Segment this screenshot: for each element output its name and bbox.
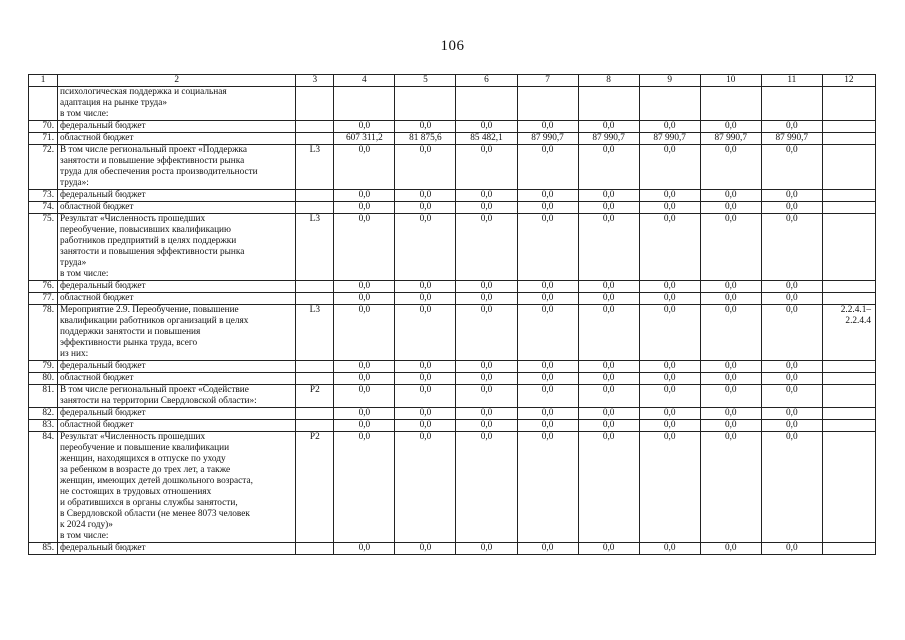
row-code-cell <box>296 361 334 373</box>
row-description-cell: областной бюджет <box>58 373 296 385</box>
row-value-cell: 0,0 <box>578 361 639 373</box>
row-value-cell: 0,0 <box>334 432 395 543</box>
row-reference-cell <box>822 121 875 133</box>
table-row <box>29 190 876 202</box>
row-value-cell <box>334 87 395 121</box>
row-value-cell: 0,0 <box>517 202 578 214</box>
row-value-cell: 607 311,2 <box>334 133 395 145</box>
row-reference-cell <box>822 543 875 555</box>
row-value-cell: 0,0 <box>761 385 822 408</box>
row-value-cell: 0,0 <box>334 420 395 432</box>
row-value-cell: 0,0 <box>639 281 700 293</box>
row-value-cell: 0,0 <box>517 543 578 555</box>
row-value-cell: 0,0 <box>517 361 578 373</box>
column-header-6: 6 <box>456 75 517 87</box>
row-reference-cell <box>822 214 875 281</box>
row-value-cell: 0,0 <box>517 145 578 190</box>
row-value-cell <box>395 87 456 121</box>
table-row <box>29 305 876 361</box>
row-value-cell: 0,0 <box>700 190 761 202</box>
row-value-cell: 0,0 <box>334 202 395 214</box>
row-value-cell <box>700 87 761 121</box>
row-value-cell: 0,0 <box>395 281 456 293</box>
row-reference-cell <box>822 432 875 543</box>
column-header-5: 5 <box>395 75 456 87</box>
row-value-cell <box>456 87 517 121</box>
row-code-cell: L3 <box>296 145 334 190</box>
row-code-cell <box>296 420 334 432</box>
row-value-cell: 0,0 <box>395 145 456 190</box>
row-code-cell: P2 <box>296 385 334 408</box>
row-value-cell: 0,0 <box>700 373 761 385</box>
row-value-cell: 81 875,6 <box>395 133 456 145</box>
row-reference-cell <box>822 202 875 214</box>
row-value-cell: 0,0 <box>395 214 456 281</box>
row-reference-cell <box>822 420 875 432</box>
row-value-cell: 0,0 <box>700 214 761 281</box>
row-value-cell: 0,0 <box>639 121 700 133</box>
row-number-cell: 80. <box>29 373 58 385</box>
row-value-cell: 0,0 <box>639 543 700 555</box>
row-reference-cell <box>822 408 875 420</box>
row-value-cell: 0,0 <box>456 305 517 361</box>
row-value-cell: 0,0 <box>395 361 456 373</box>
row-value-cell: 0,0 <box>761 305 822 361</box>
row-value-cell: 0,0 <box>334 121 395 133</box>
table-row <box>29 543 876 555</box>
row-description-cell: областной бюджет <box>58 420 296 432</box>
table-row <box>29 408 876 420</box>
row-value-cell: 0,0 <box>334 145 395 190</box>
row-number-cell: 77. <box>29 293 58 305</box>
row-value-cell: 87 990,7 <box>578 133 639 145</box>
row-value-cell <box>517 87 578 121</box>
row-value-cell: 0,0 <box>578 408 639 420</box>
row-value-cell: 0,0 <box>334 361 395 373</box>
row-number-cell: 83. <box>29 420 58 432</box>
row-value-cell: 85 482,1 <box>456 133 517 145</box>
row-code-cell <box>296 293 334 305</box>
row-value-cell: 87 990,7 <box>639 133 700 145</box>
row-value-cell: 0,0 <box>639 305 700 361</box>
row-value-cell: 0,0 <box>761 361 822 373</box>
row-value-cell: 0,0 <box>395 293 456 305</box>
row-value-cell: 0,0 <box>578 373 639 385</box>
row-reference-cell <box>822 281 875 293</box>
row-value-cell: 0,0 <box>578 432 639 543</box>
row-description-cell: федеральный бюджет <box>58 121 296 133</box>
row-value-cell: 0,0 <box>517 214 578 281</box>
column-header-1: 1 <box>29 75 58 87</box>
row-code-cell: L3 <box>296 305 334 361</box>
row-value-cell: 0,0 <box>395 543 456 555</box>
row-value-cell: 0,0 <box>456 121 517 133</box>
row-value-cell: 0,0 <box>761 145 822 190</box>
table-row <box>29 121 876 133</box>
row-value-cell: 87 990,7 <box>517 133 578 145</box>
row-value-cell: 0,0 <box>578 420 639 432</box>
row-value-cell: 0,0 <box>578 121 639 133</box>
row-value-cell: 0,0 <box>395 432 456 543</box>
row-value-cell: 0,0 <box>578 202 639 214</box>
row-value-cell: 0,0 <box>456 202 517 214</box>
column-header-9: 9 <box>639 75 700 87</box>
row-description-cell: областной бюджет <box>58 202 296 214</box>
row-code-cell: L3 <box>296 214 334 281</box>
row-number-cell: 82. <box>29 408 58 420</box>
page-number: 106 <box>440 38 465 54</box>
row-value-cell: 0,0 <box>578 281 639 293</box>
row-value-cell: 0,0 <box>456 432 517 543</box>
table-row <box>29 281 876 293</box>
row-value-cell: 0,0 <box>761 190 822 202</box>
row-value-cell: 0,0 <box>395 190 456 202</box>
column-header-11: 11 <box>761 75 822 87</box>
row-value-cell: 0,0 <box>700 385 761 408</box>
column-header-4: 4 <box>334 75 395 87</box>
row-value-cell: 0,0 <box>517 281 578 293</box>
column-header-7: 7 <box>517 75 578 87</box>
row-value-cell: 0,0 <box>578 305 639 361</box>
row-value-cell: 0,0 <box>700 121 761 133</box>
row-value-cell: 0,0 <box>639 432 700 543</box>
row-value-cell <box>761 87 822 121</box>
row-description-cell: психологическая поддержка и социальная адаптация на рынке труда» в том числе: <box>58 87 296 121</box>
row-description-cell: Результат «Численность прошедших переобучение, повысивших квалификацию работников предприятий в целях поддержки занятости и повышения эффективности рынка труда» в том числе: <box>58 214 296 281</box>
row-value-cell: 0,0 <box>639 361 700 373</box>
table-row <box>29 87 876 121</box>
table-row <box>29 293 876 305</box>
row-description-cell: областной бюджет <box>58 293 296 305</box>
row-reference-cell: 2.2.4.1– 2.2.4.4 <box>822 305 875 361</box>
row-value-cell: 0,0 <box>517 293 578 305</box>
row-value-cell: 0,0 <box>761 281 822 293</box>
row-value-cell: 0,0 <box>456 293 517 305</box>
row-value-cell: 0,0 <box>700 281 761 293</box>
row-reference-cell <box>822 133 875 145</box>
row-value-cell: 0,0 <box>395 373 456 385</box>
row-number-cell: 84. <box>29 432 58 543</box>
row-value-cell: 0,0 <box>334 293 395 305</box>
row-value-cell: 0,0 <box>395 121 456 133</box>
column-header-8: 8 <box>578 75 639 87</box>
row-reference-cell <box>822 361 875 373</box>
row-value-cell: 0,0 <box>700 145 761 190</box>
table-row <box>29 420 876 432</box>
row-value-cell: 0,0 <box>517 420 578 432</box>
row-value-cell: 0,0 <box>639 385 700 408</box>
row-description-cell: федеральный бюджет <box>58 281 296 293</box>
row-number-cell: 72. <box>29 145 58 190</box>
row-value-cell: 0,0 <box>456 281 517 293</box>
row-value-cell: 0,0 <box>700 305 761 361</box>
row-value-cell: 0,0 <box>578 190 639 202</box>
row-value-cell: 0,0 <box>456 408 517 420</box>
row-description-cell: федеральный бюджет <box>58 408 296 420</box>
row-value-cell: 0,0 <box>639 190 700 202</box>
row-value-cell: 0,0 <box>761 408 822 420</box>
row-value-cell: 0,0 <box>456 420 517 432</box>
row-value-cell: 0,0 <box>517 121 578 133</box>
row-code-cell <box>296 281 334 293</box>
row-value-cell <box>578 87 639 121</box>
row-value-cell: 0,0 <box>761 293 822 305</box>
row-value-cell: 0,0 <box>334 385 395 408</box>
column-header-2: 2 <box>58 75 296 87</box>
row-number-cell: 73. <box>29 190 58 202</box>
table-body <box>29 87 876 555</box>
row-value-cell: 87 990,7 <box>700 133 761 145</box>
row-value-cell: 0,0 <box>761 543 822 555</box>
row-value-cell: 0,0 <box>700 543 761 555</box>
row-value-cell: 0,0 <box>517 408 578 420</box>
row-value-cell: 0,0 <box>700 361 761 373</box>
row-number-cell: 78. <box>29 305 58 361</box>
row-value-cell: 0,0 <box>456 385 517 408</box>
row-value-cell: 0,0 <box>395 202 456 214</box>
row-description-cell: В том числе региональный проект «Поддержка занятости и повышение эффективности рынка труда для обеспечения роста производительности труда»: <box>58 145 296 190</box>
row-reference-cell <box>822 87 875 121</box>
row-code-cell <box>296 408 334 420</box>
row-value-cell: 0,0 <box>700 420 761 432</box>
row-description-cell: федеральный бюджет <box>58 361 296 373</box>
row-description-cell: федеральный бюджет <box>58 543 296 555</box>
row-value-cell: 0,0 <box>761 420 822 432</box>
row-value-cell: 0,0 <box>395 385 456 408</box>
row-value-cell: 0,0 <box>578 293 639 305</box>
row-value-cell: 0,0 <box>639 214 700 281</box>
row-code-cell: P2 <box>296 432 334 543</box>
row-value-cell: 0,0 <box>700 293 761 305</box>
row-code-cell <box>296 543 334 555</box>
row-reference-cell <box>822 373 875 385</box>
row-number-cell: 85. <box>29 543 58 555</box>
table-row <box>29 214 876 281</box>
row-number-cell <box>29 87 58 121</box>
row-value-cell: 0,0 <box>578 145 639 190</box>
row-value-cell: 0,0 <box>517 373 578 385</box>
row-code-cell <box>296 373 334 385</box>
row-value-cell: 0,0 <box>700 432 761 543</box>
row-value-cell: 0,0 <box>395 408 456 420</box>
row-value-cell: 0,0 <box>334 281 395 293</box>
row-reference-cell <box>822 145 875 190</box>
row-description-cell: В том числе региональный проект «Содействие занятости на территории Свердловской области»: <box>58 385 296 408</box>
row-value-cell: 0,0 <box>700 408 761 420</box>
row-number-cell: 74. <box>29 202 58 214</box>
row-value-cell: 0,0 <box>639 202 700 214</box>
row-value-cell: 0,0 <box>456 373 517 385</box>
row-value-cell: 0,0 <box>761 432 822 543</box>
row-number-cell: 79. <box>29 361 58 373</box>
row-value-cell <box>639 87 700 121</box>
row-value-cell: 0,0 <box>639 293 700 305</box>
table-row <box>29 361 876 373</box>
row-code-cell <box>296 202 334 214</box>
row-value-cell: 0,0 <box>334 408 395 420</box>
row-value-cell: 0,0 <box>334 543 395 555</box>
row-number-cell: 76. <box>29 281 58 293</box>
row-code-cell <box>296 121 334 133</box>
row-description-cell: федеральный бюджет <box>58 190 296 202</box>
row-value-cell: 0,0 <box>517 305 578 361</box>
row-value-cell: 0,0 <box>639 420 700 432</box>
row-value-cell: 0,0 <box>517 432 578 543</box>
row-number-cell: 71. <box>29 133 58 145</box>
row-number-cell: 81. <box>29 385 58 408</box>
row-reference-cell <box>822 385 875 408</box>
row-value-cell: 0,0 <box>639 373 700 385</box>
column-header-12: 12 <box>822 75 875 87</box>
row-value-cell: 0,0 <box>456 214 517 281</box>
row-reference-cell <box>822 293 875 305</box>
table-row <box>29 373 876 385</box>
row-description-cell: областной бюджет <box>58 133 296 145</box>
row-number-cell: 70. <box>29 121 58 133</box>
row-value-cell: 0,0 <box>334 190 395 202</box>
column-header-10: 10 <box>700 75 761 87</box>
row-code-cell <box>296 190 334 202</box>
row-value-cell: 0,0 <box>334 373 395 385</box>
table-row <box>29 385 876 408</box>
row-value-cell: 0,0 <box>761 214 822 281</box>
row-reference-cell <box>822 190 875 202</box>
budget-table <box>28 74 876 555</box>
row-description-cell: Результат «Численность прошедших переобучение и повышение квалификации женщин, находящихся в отпуске по уходу за ребенком в возрасте до трех лет, а также женщин, имеющих детей дошкольного возраста, не состоящих в трудовых отношениях и обратившихся в органы службы занятости, в Свердловской области (не менее 8073 человек к 2024 году)» в том числе: <box>58 432 296 543</box>
row-description-cell: Мероприятие 2.9. Переобучение, повышение квалификации работников организаций в целях поддержки занятости и повышения эффективности рынка труда, всего из них: <box>58 305 296 361</box>
row-value-cell: 0,0 <box>517 190 578 202</box>
row-value-cell: 0,0 <box>456 361 517 373</box>
table-row <box>29 145 876 190</box>
table-row <box>29 133 876 145</box>
row-value-cell: 0,0 <box>761 121 822 133</box>
row-value-cell: 0,0 <box>334 214 395 281</box>
row-value-cell: 0,0 <box>456 145 517 190</box>
row-code-cell <box>296 133 334 145</box>
row-value-cell: 87 990,7 <box>761 133 822 145</box>
row-value-cell: 0,0 <box>395 420 456 432</box>
row-value-cell: 0,0 <box>334 305 395 361</box>
row-value-cell: 0,0 <box>761 202 822 214</box>
row-code-cell <box>296 87 334 121</box>
row-value-cell: 0,0 <box>761 373 822 385</box>
table-row <box>29 432 876 543</box>
row-value-cell: 0,0 <box>639 145 700 190</box>
column-header-3: 3 <box>296 75 334 87</box>
table-header-row <box>29 75 876 87</box>
row-number-cell: 75. <box>29 214 58 281</box>
row-value-cell: 0,0 <box>395 305 456 361</box>
row-value-cell: 0,0 <box>700 202 761 214</box>
table-row <box>29 202 876 214</box>
row-value-cell: 0,0 <box>517 385 578 408</box>
row-value-cell: 0,0 <box>578 385 639 408</box>
row-value-cell: 0,0 <box>578 214 639 281</box>
row-value-cell: 0,0 <box>456 190 517 202</box>
row-value-cell: 0,0 <box>456 543 517 555</box>
row-value-cell: 0,0 <box>578 543 639 555</box>
row-value-cell: 0,0 <box>639 408 700 420</box>
